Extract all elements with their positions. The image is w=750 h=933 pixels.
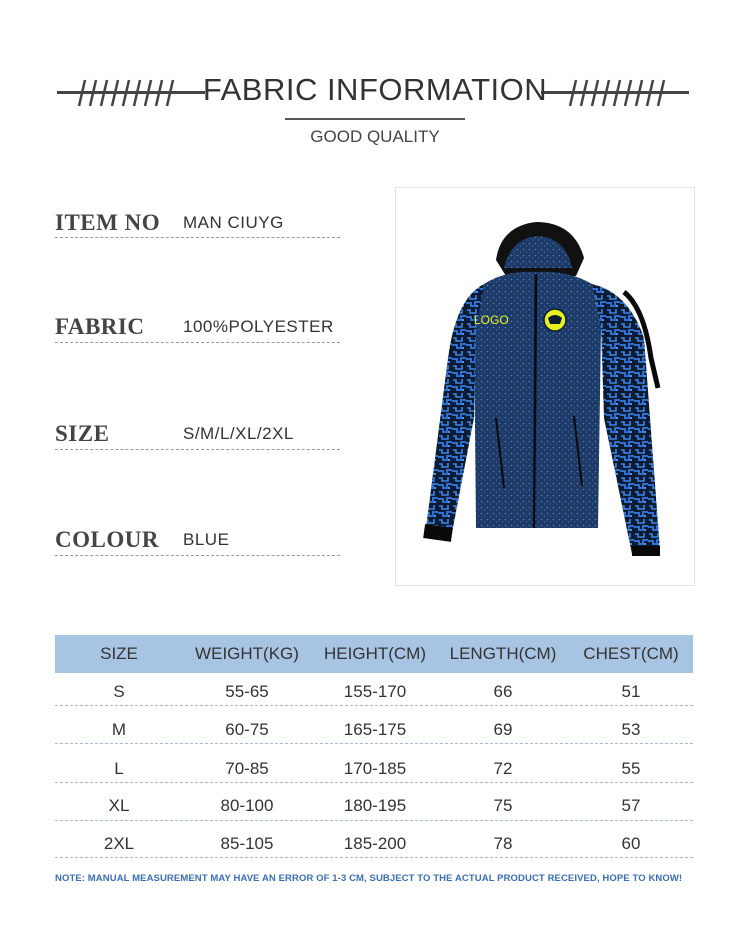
item-no-value: MAN CIUYG xyxy=(183,213,284,232)
table-cell: 2XL xyxy=(103,834,135,853)
row-divider xyxy=(55,743,693,744)
table-cell: 69 xyxy=(493,720,513,739)
size-table-header xyxy=(55,635,693,673)
table-cell: 155-170 xyxy=(343,682,407,701)
colour-label: COLOUR xyxy=(55,527,159,552)
divider xyxy=(55,555,340,556)
divider xyxy=(55,449,340,450)
size-value: S/M/L/XL/2XL xyxy=(183,424,294,443)
table-cell: 75 xyxy=(493,796,513,815)
table-cell: 80-100 xyxy=(220,796,274,815)
table-cell: 185-200 xyxy=(343,834,407,853)
table-row xyxy=(55,759,693,779)
column-header-size: SIZE xyxy=(100,644,138,663)
table-cell: 180-195 xyxy=(343,796,407,815)
divider xyxy=(55,342,340,343)
jacket-image xyxy=(396,188,694,585)
table-cell: 66 xyxy=(493,682,513,701)
table-cell: 70-85 xyxy=(225,759,269,778)
size-label: SIZE xyxy=(55,421,110,446)
table-cell: M xyxy=(111,720,127,739)
table-row xyxy=(55,720,693,740)
item-no-label: ITEM NO xyxy=(55,210,161,235)
table-cell: 165-175 xyxy=(343,720,407,739)
title-underline xyxy=(285,118,465,120)
table-cell: 57 xyxy=(621,796,641,815)
row-divider xyxy=(55,820,693,821)
table-cell: 60-75 xyxy=(225,720,269,739)
table-row xyxy=(55,834,693,854)
table-cell: 55-65 xyxy=(225,682,269,701)
column-header-height: HEIGHT(CM) xyxy=(324,644,426,663)
logo-text: LOGO xyxy=(474,313,509,327)
table-cell: S xyxy=(113,682,125,701)
table-cell: 60 xyxy=(621,834,641,853)
fabric-label: FABRIC xyxy=(55,314,145,339)
table-cell: L xyxy=(114,759,124,778)
row-divider xyxy=(55,782,693,783)
column-header-length: LENGTH(CM) xyxy=(449,644,557,663)
table-cell: 53 xyxy=(621,720,641,739)
table-row xyxy=(55,682,693,702)
table-cell: XL xyxy=(108,796,130,815)
table-cell: 55 xyxy=(621,759,641,778)
table-cell: 170-185 xyxy=(343,759,407,778)
product-image-frame xyxy=(395,187,695,586)
table-cell: 78 xyxy=(493,834,513,853)
column-header-weight: WEIGHT(KG) xyxy=(195,644,299,663)
table-cell: 51 xyxy=(621,682,641,701)
fabric-value: 100%POLYESTER xyxy=(183,317,334,336)
table-row xyxy=(55,796,693,816)
page-subtitle: GOOD QUALITY xyxy=(310,127,440,146)
measurement-note: NOTE: MANUAL MEASUREMENT MAY HAVE AN ERROR OF 1-3 CM, SUBJECT TO THE ACTUAL PRODUCT RECEIVED, HOPE TO KNOW! xyxy=(55,873,683,884)
table-cell: 85-105 xyxy=(220,834,274,853)
row-divider xyxy=(55,857,693,858)
row-divider xyxy=(55,705,693,706)
table-cell: 72 xyxy=(493,759,513,778)
column-header-chest: CHEST(CM) xyxy=(583,644,679,663)
divider xyxy=(55,237,340,238)
page-title: FABRIC INFORMATION xyxy=(202,72,548,107)
colour-value: BLUE xyxy=(183,530,230,549)
